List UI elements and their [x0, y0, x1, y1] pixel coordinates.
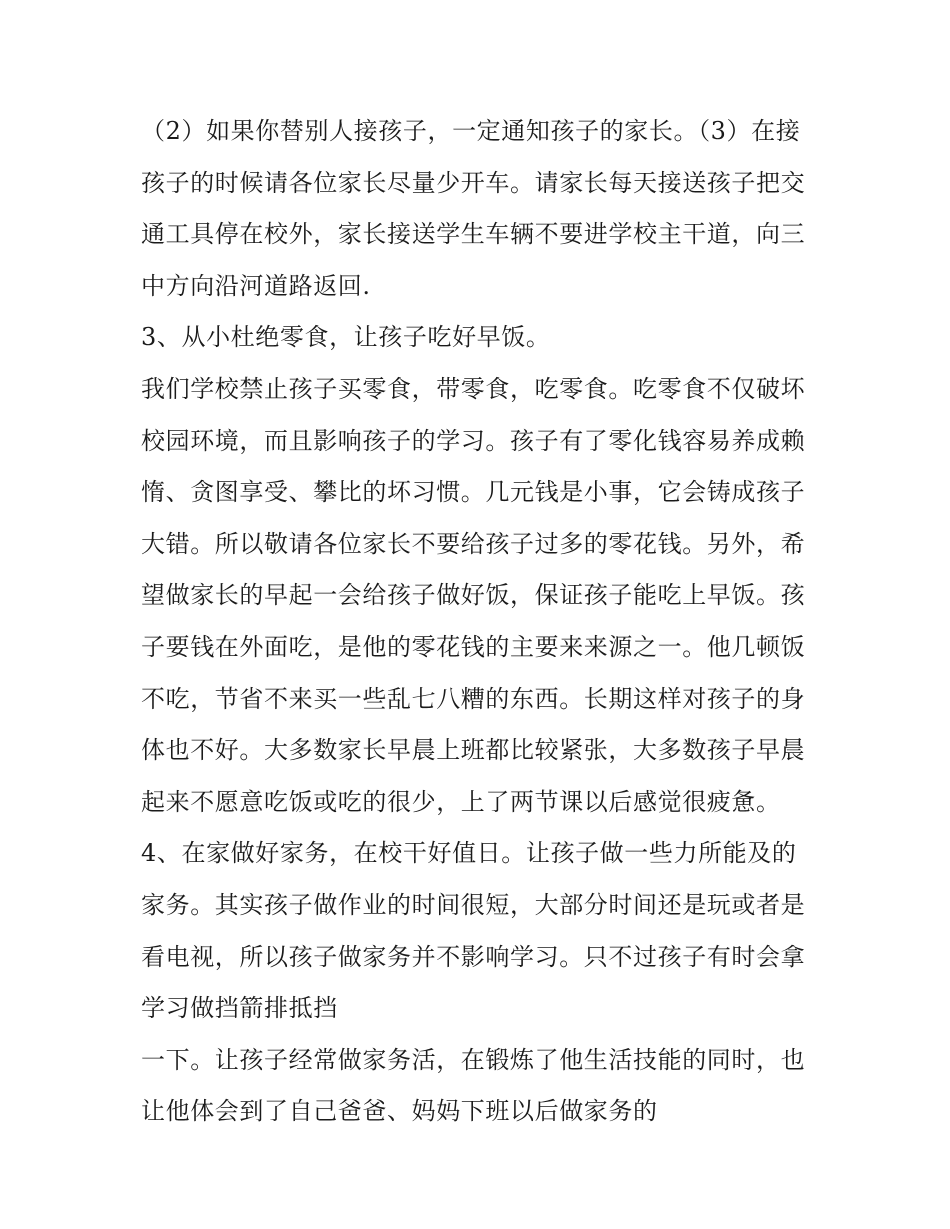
text-line: 我们学校禁止孩子买零食，带零食，吃零食。吃零食不仅破坏: [141, 374, 806, 403]
text-line: 惰、贪图享受、攀比的坏习惯。几元钱是小事，它会铸成孩子: [141, 478, 806, 507]
text-line: 看电视，所以孩子做家务并不影响学习。只不过孩子有时会拿: [141, 942, 806, 971]
text-line: 子要钱在外面吃，是他的零花钱的主要来来源之一。他几顿饭: [141, 632, 806, 661]
section-heading-3: 3、从小杜绝零食，让孩子吃好早饭。: [141, 323, 551, 352]
text-line: 学习做挡箭排抵挡: [141, 994, 338, 1023]
text-line: （2）如果你替别人接孩子，一定通知孩子的家长。（3）在接: [141, 117, 801, 145]
text-line: 中方向沿河道路返回.: [141, 271, 371, 300]
text-line: 家务。其实孩子做作业的时间很短，大部分时间还是玩或者是: [141, 890, 806, 919]
text-line: 让他体会到了自己爸爸、妈妈下班以后做家务的: [141, 1097, 658, 1126]
text-line: 望做家长的早起一会给孩子做好饭，保证孩子能吃上早饭。孩: [141, 581, 806, 610]
text-line: 大错。所以敬请各位家长不要给孩子过多的零花钱。另外，希: [141, 529, 806, 558]
text-line: 体也不好。大多数家长早晨上班都比较紧张，大多数孩子早晨: [141, 736, 806, 765]
body-text: [141, 106, 821, 1138]
text-line: 不吃，节省不来买一些乱七八糟的东西。长期这样对孩子的身: [141, 684, 806, 713]
section-heading-4: 4、在家做好家务，在校干好值日。让孩子做一些力所能及的: [141, 839, 797, 868]
text-line: 一下。让孩子经常做家务活，在锻炼了他生活技能的同时，也: [141, 1045, 806, 1074]
text-line: 起来不愿意吃饭或吃的很少，上了两节课以后感觉很疲惫。: [141, 787, 781, 816]
text-line: 孩子的时候请各位家长尽量少开车。请家长每天接送孩子把交: [141, 168, 806, 197]
text-line: 校园环境，而且影响孩子的学习。孩子有了零化钱容易养成赖: [141, 426, 806, 455]
text-line: 通工具停在校外，家长接送学生车辆不要进学校主干道，向三: [141, 220, 806, 249]
